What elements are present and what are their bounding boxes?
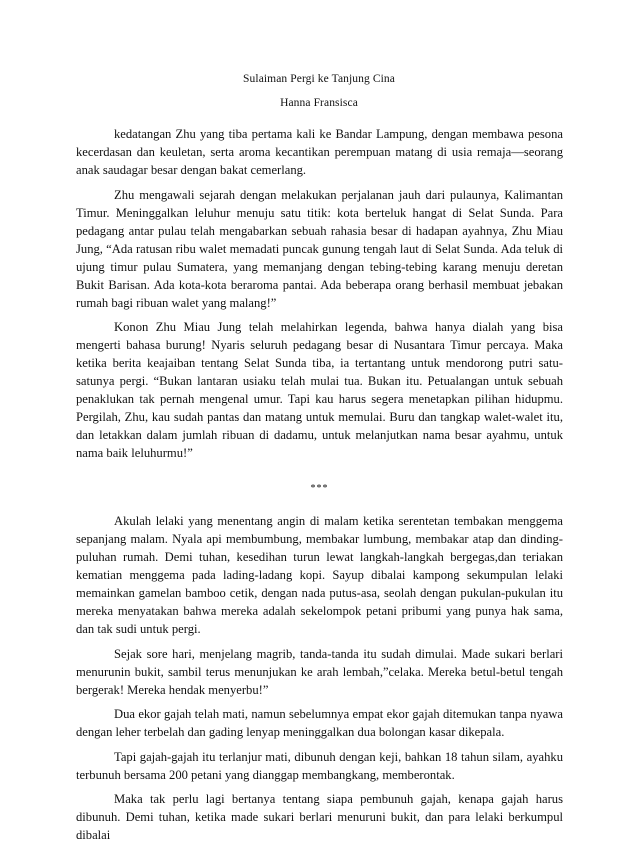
- paragraph: Zhu mengawali sejarah dengan melakukan perjalanan jauh dari pulaunya, Kalimantan Timur. Meninggalkan leluhur menuju satu titik: kota berteluk hangat di Selat Sunda. Para pedagang antar pulau telah mengabarkan sebuah rahasia besar di hadapan ayahnya, Zhu Miau Jung, “Ada ratusan ribu walet memadati puncak gunung tengah laut di Selat Sunda. Ada teluk di ujung timur pulau Sumatera, yang memanjang dengan tebing-tebing karang menuju deretan Bukit Barisan. Ada kota-kota beraroma pantai. Ada beberapa orang berhasil membuat jebakan rumah bagi ribuan walet yang malang!”: [76, 187, 563, 310]
- paragraph: Konon Zhu Miau Jung telah melahirkan legenda, bahwa hanya dialah yang bisa mengerti bahasa burung! Nyaris seluruh pedagang besar di Nusantara Timur percaya. Maka ketika berita keajaiban tentang Selat Sunda tiba, ia tertantang untuk mendorong putri satu-satunya pergi. “Bukan lantaran usiaku telah mulai tua. Bukan itu. Petualangan untuk sebuah penaklukan tak pernah mengenal umur. Tapi kau harus segera menetapkan pilihan hidupmu. Pergilah, Zhu, kau sudah pantas dan matang untuk memulai. Buru dan tangkap walet-walet itu, dan letakkan dalam jumlah ribuan di dadamu, untuk melanjutkan nama besar ayahmu, untuk nama baik leluhurmu!”: [76, 320, 563, 460]
- paragraph: Dua ekor gajah telah mati, namun sebelumnya empat ekor gajah ditemukan tanpa nyawa dengan leher terbelah dan gading lenyap meninggalkan dua bolongan kasar dikepala.: [76, 707, 563, 739]
- paragraph: Akulah lelaki yang menentang angin di malam ketika serentetan tembakan menggema sepanjang malam. Nyala api membumbung, membakar lumbung, membakar atap dan dinding-puluhan rumah. Demi tuhan, kesedihan turun lewat langkah-langkah bergegas,dan teriakan kematian menggema pada lading-ladang kopi. Sayup dibalai kampong sekumpulan lelaki memainkan gamelan bamboo cetik, dengan nada putus-asa, seolah dengan pukulan-pukulan itu mereka menyatakan bahwa mereka adalah sekelompok petani pribumi yang punya hak sama, dan tak sudi untuk pergi.: [76, 514, 563, 636]
- paragraph: Maka tak perlu lagi bertanya tentang siapa pembunuh gajah, kenapa gajah harus dibunuh. Demi tuhan, ketika made sukari berlari menuruni bukit, dan para lelaki berkumpul dibalai: [76, 792, 563, 842]
- paragraph: Sejak sore hari, menjelang magrib, tanda-tanda itu sudah dimulai. Made sukari berlari menurunin bukit, sambil terus menunjukan ke arah lembah,”celaka. Mereka betul-betul tengah bergerak! Mereka hendak menyerbu!”: [76, 646, 563, 697]
- section-separator: ***: [310, 483, 329, 494]
- paragraph: Tapi gajah-gajah itu terlanjur mati, dibunuh dengan keji, bahkan 18 tahun silam, ayahku terbunuh bersama 200 petani yang dianggap membangkang, memberontak.: [76, 749, 563, 782]
- paragraph: kedatangan Zhu yang tiba pertama kali ke Bandar Lampung, dengan membawa pesona kecerdasan dan keuletan, serta aroma kecantikan perempuan matang di usia remaja—seorang anak saudagar besar dengan bakat cemerlang.: [76, 127, 563, 177]
- document-body: [76, 125, 563, 851]
- document-title: Sulaiman Pergi ke Tanjung Cina: [243, 73, 395, 85]
- document-author: Hanna Fransisca: [280, 97, 358, 109]
